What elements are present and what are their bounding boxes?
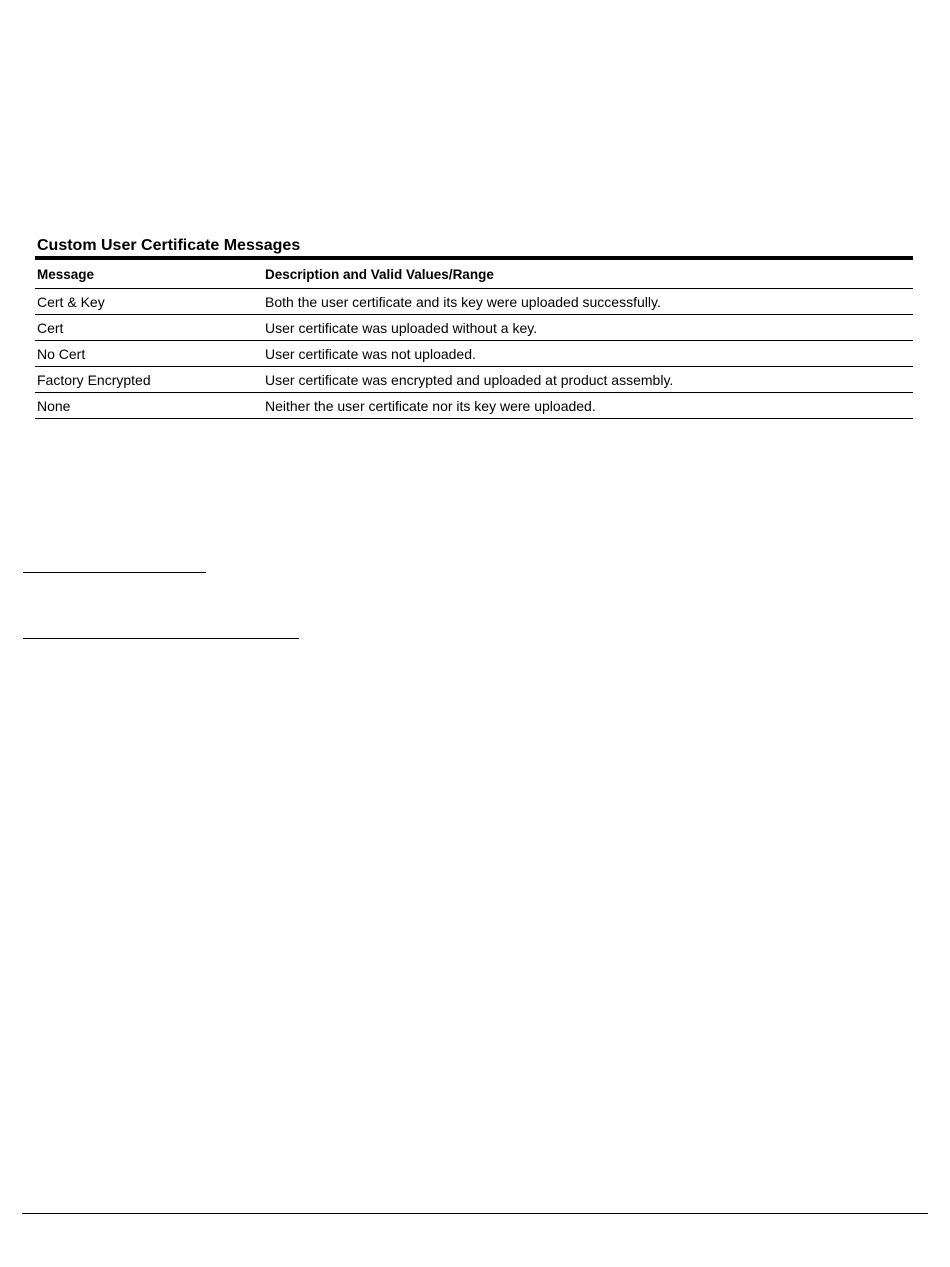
table-title: Custom User Certificate Messages: [37, 237, 301, 254]
table-row: [35, 393, 913, 419]
divider-short: [23, 572, 206, 573]
table-row: [35, 315, 913, 341]
row-message: Cert & Key: [35, 289, 263, 315]
row-message: None: [35, 393, 263, 419]
row-description: User certificate was uploaded without a key.: [263, 315, 913, 341]
divider-medium: [23, 638, 299, 639]
row-description: Both the user certificate and its key were uploaded successfully.: [263, 289, 913, 315]
row-message: No Cert: [35, 341, 263, 367]
certificate-messages-table: [35, 260, 913, 419]
table-header-row: [35, 260, 913, 289]
certificate-messages-table-block: [35, 236, 913, 419]
row-description: Neither the user certificate nor its key were uploaded.: [263, 393, 913, 419]
row-message: Factory Encrypted: [35, 367, 263, 393]
table-row: [35, 289, 913, 315]
header-message: Message: [35, 260, 263, 289]
header-description: Description and Valid Values/Range: [263, 260, 913, 289]
table-row: [35, 341, 913, 367]
footer-rule: [22, 1213, 928, 1214]
row-description: User certificate was encrypted and uploaded at product assembly.: [263, 367, 913, 393]
table-row: [35, 367, 913, 393]
row-message: Cert: [35, 315, 263, 341]
row-description: User certificate was not uploaded.: [263, 341, 913, 367]
